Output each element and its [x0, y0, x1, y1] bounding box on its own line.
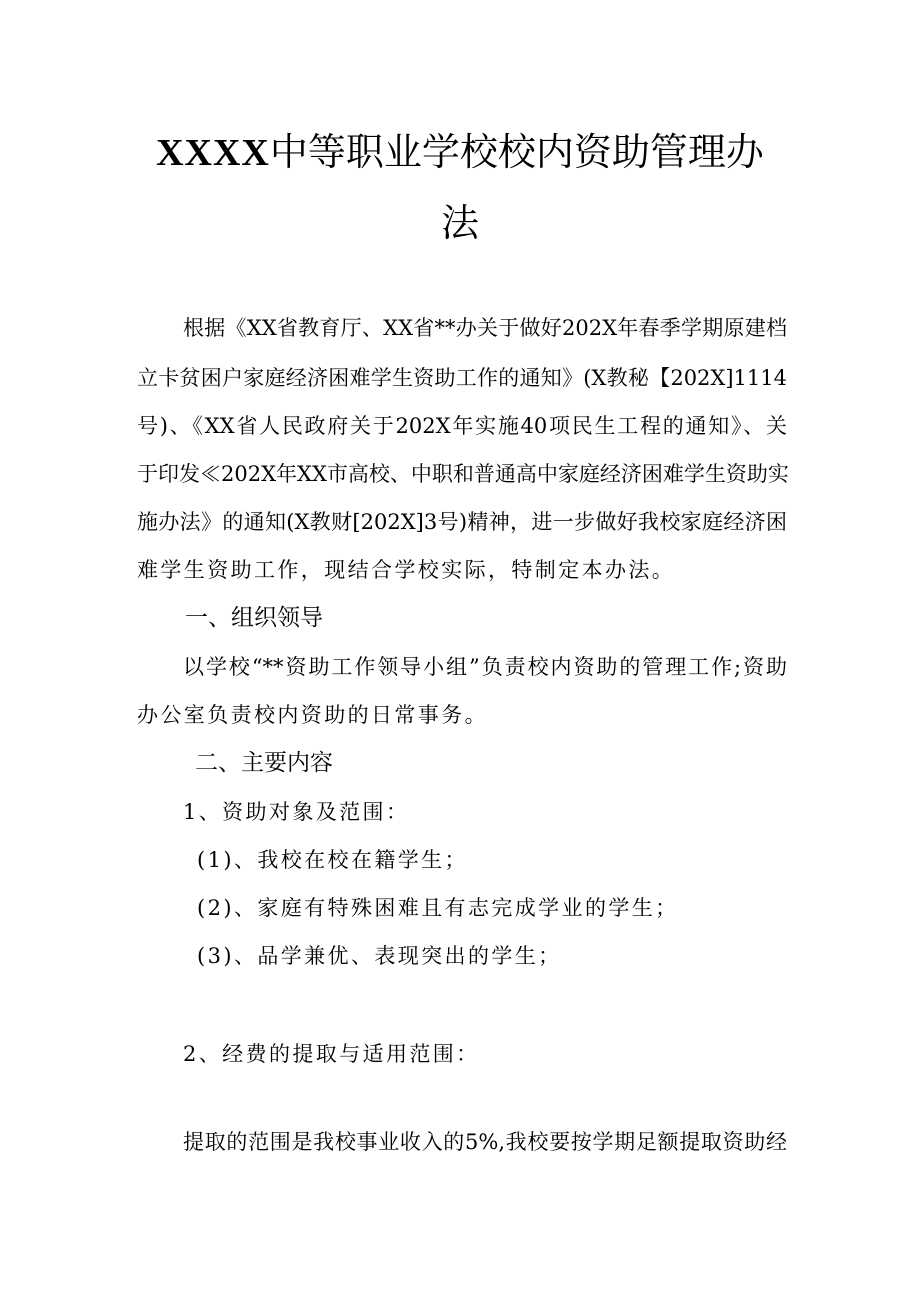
section-1-line-2: 办公室负责校内资助的日常事务。	[137, 703, 488, 727]
intro-line-1: 根据《XX省教育厅、XX省**办关于做好202X年春季学期原建档	[183, 316, 787, 340]
document-title-line-2: 法	[440, 201, 479, 245]
item-1-sub-1: (1)、我校在校在籍学生；	[197, 848, 468, 872]
title-prefix: XXXX	[156, 132, 270, 174]
item-1-label: 1、资助对象及范围：	[183, 800, 410, 824]
item-1-sub-3: (3)、品学兼优、表现突出的学生；	[197, 944, 562, 968]
item-2-text: 提取的范围是我校事业收入的5%,我校要按学期足额提取资助经	[183, 1130, 787, 1154]
intro-line-3: 号)、《XX省人民政府关于202X年实施40项民生工程的通知》、关	[137, 414, 787, 438]
item-2-label: 2、经费的提取与适用范围：	[183, 1042, 480, 1066]
document-title-line-1	[0, 127, 920, 178]
intro-line-6: 难学生资助工作，现结合学校实际，特制定本办法。	[137, 558, 676, 582]
title-text: 中等职业学校校内资助管理办	[269, 130, 764, 174]
item-1-sub-2: (2)、家庭有特殊困难且有志完成学业的学生；	[197, 896, 679, 920]
section-2-heading: 二、主要内容	[195, 750, 333, 776]
intro-line-4: 于印发≪202X年XX市高校、中职和普通高中家庭经济困难学生资助实	[137, 462, 789, 486]
section-1-heading: 一、组织领导	[185, 605, 323, 631]
intro-line-2: 立卡贫困户家庭经济困难学生资助工作的通知》(X教秘【202X]1114	[137, 366, 787, 390]
section-1-line-1: 以学校“**资助工作领导小组”负责校内资助的管理工作;资助	[183, 655, 787, 679]
intro-line-5: 施办法》的通知(X教财[202X]3号)精神，进一步做好我校家庭经济困	[137, 510, 787, 534]
